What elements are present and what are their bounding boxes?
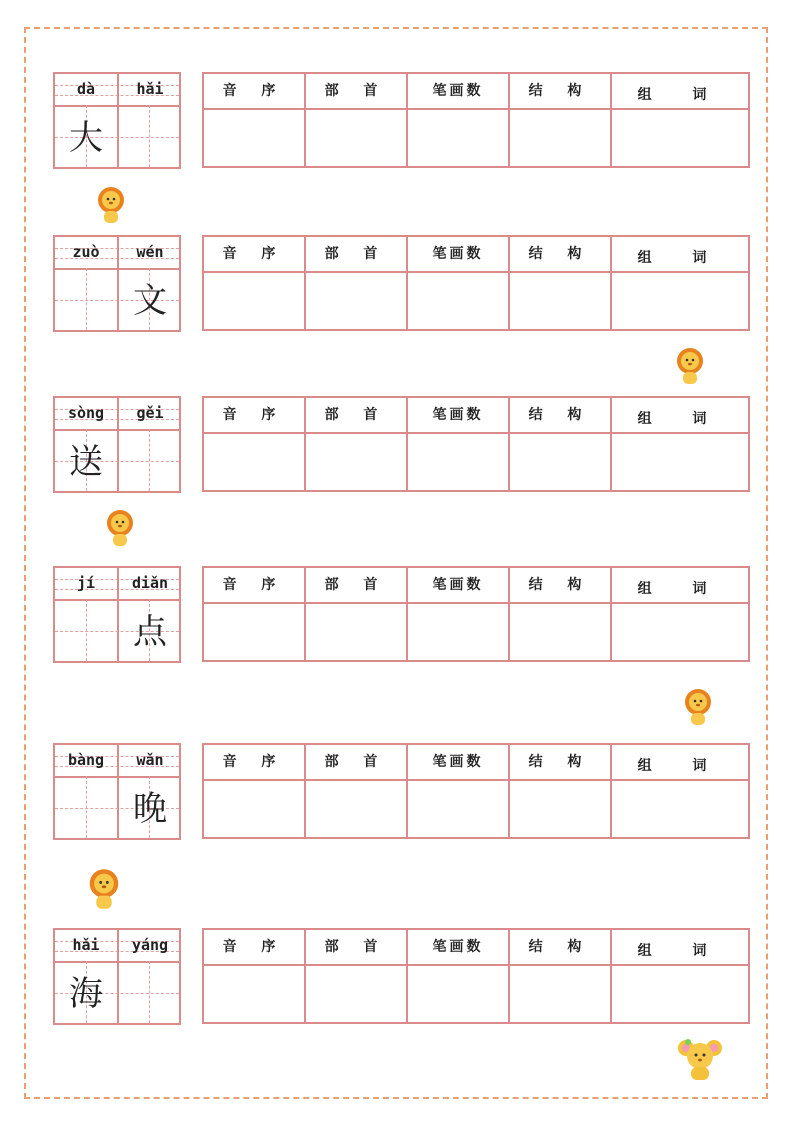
header-bihuashu: 笔画数: [432, 939, 484, 955]
hanzi-left: 送: [69, 442, 103, 482]
header-yinxu: 音 序: [222, 577, 286, 593]
word-row: [53, 72, 750, 169]
header-jiegou: 结 构: [528, 577, 592, 593]
lion-icon: [680, 687, 716, 727]
word-row: [53, 566, 750, 663]
pinyin-right: diǎn: [131, 574, 169, 592]
header-yinxu: 音 序: [222, 246, 286, 262]
header-bihuashu: 笔画数: [432, 754, 484, 770]
tianzige-box: [53, 235, 181, 332]
pinyin-right: hǎi: [136, 80, 164, 98]
header-bushou: 部 首: [324, 939, 388, 955]
hanzi-left: 大: [69, 118, 103, 158]
analysis-table: [202, 72, 750, 168]
word-row: [53, 928, 750, 1025]
analysis-table: [202, 235, 750, 331]
lion-icon: [672, 346, 708, 386]
header-bihuashu: 笔画数: [432, 407, 484, 423]
tianzige-box: [53, 72, 181, 169]
header-jiegou: 结 构: [528, 83, 592, 99]
header-bihuashu: 笔画数: [432, 83, 484, 99]
tianzige-box: [53, 743, 181, 840]
pinyin-left: sòng: [67, 404, 105, 422]
header-bihuashu: 笔画数: [432, 577, 484, 593]
header-zuci: 组 词: [637, 943, 725, 959]
header-zuci: 组 词: [637, 411, 725, 427]
header-bushou: 部 首: [324, 246, 388, 262]
tianzige-box: [53, 396, 181, 493]
lion-icon: [84, 867, 124, 911]
header-jiegou: 结 构: [528, 754, 592, 770]
header-zuci: 组 词: [637, 250, 725, 266]
pinyin-right: wǎn: [136, 751, 164, 769]
analysis-table: [202, 396, 750, 492]
header-zuci: 组 词: [637, 87, 725, 103]
header-zuci: 组 词: [637, 758, 725, 774]
pinyin-right: yáng: [131, 936, 169, 954]
header-jiegou: 结 构: [528, 246, 592, 262]
header-zuci: 组 词: [637, 581, 725, 597]
header-bihuashu: 笔画数: [432, 246, 484, 262]
pinyin-right: gěi: [136, 404, 164, 422]
pinyin-left: bàng: [67, 751, 105, 769]
lion-icon: [102, 508, 138, 548]
header-yinxu: 音 序: [222, 407, 286, 423]
header-jiegou: 结 构: [528, 407, 592, 423]
lion-icon: [93, 185, 129, 225]
hanzi-left: 海: [69, 974, 103, 1014]
mouse-icon: [676, 1036, 724, 1082]
header-bushou: 部 首: [324, 577, 388, 593]
header-yinxu: 音 序: [222, 83, 286, 99]
pinyin-left: dà: [76, 80, 96, 98]
hanzi-right: 晚: [133, 789, 167, 829]
analysis-table: [202, 928, 750, 1024]
header-yinxu: 音 序: [222, 939, 286, 955]
word-row: [53, 235, 750, 332]
pinyin-left: jí: [76, 574, 96, 592]
header-yinxu: 音 序: [222, 754, 286, 770]
header-jiegou: 结 构: [528, 939, 592, 955]
header-bushou: 部 首: [324, 754, 388, 770]
hanzi-right: 文: [133, 281, 167, 321]
header-bushou: 部 首: [324, 83, 388, 99]
analysis-table: [202, 743, 750, 839]
word-row: [53, 743, 750, 840]
pinyin-left: hǎi: [72, 936, 100, 954]
word-row: [53, 396, 750, 493]
header-bushou: 部 首: [324, 407, 388, 423]
tianzige-box: [53, 566, 181, 663]
hanzi-right: 点: [133, 612, 167, 652]
pinyin-left: zuò: [72, 243, 100, 261]
pinyin-right: wén: [136, 243, 164, 261]
tianzige-box: [53, 928, 181, 1025]
analysis-table: [202, 566, 750, 662]
